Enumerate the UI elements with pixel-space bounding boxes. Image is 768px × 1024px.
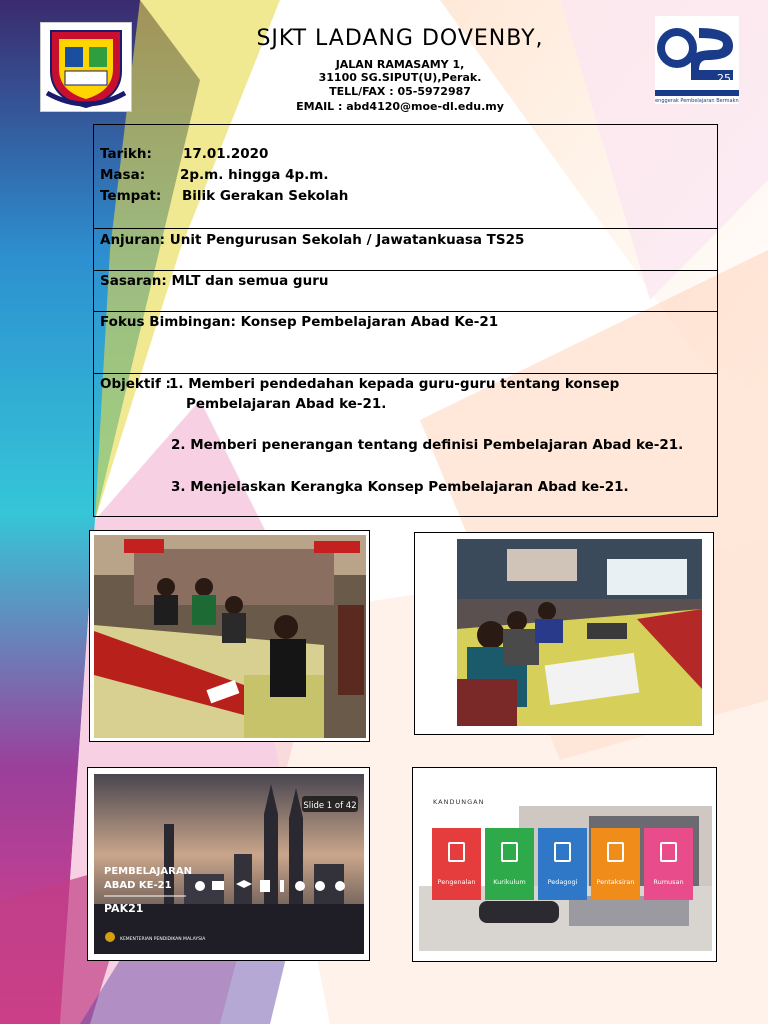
slide-title-line-2: ABAD KE-21	[104, 880, 172, 891]
ts25-caption: Penggerak Pembelajaran Bermakna	[655, 98, 739, 104]
ts25-logo	[655, 16, 739, 104]
content-tile-kurikulum	[485, 828, 534, 900]
tile-label: Rumusan	[653, 878, 684, 886]
tile-label: Pentaksiran	[596, 878, 635, 886]
content-tile-pentaksiran	[591, 828, 640, 900]
content-tile-rumusan	[644, 828, 693, 900]
ts25-number: 25	[717, 72, 731, 85]
meeting-photo-1	[89, 530, 370, 742]
meeting-photo-2-image	[457, 539, 702, 726]
time-value: 2p.m. hingga 4p.m.	[180, 167, 329, 183]
objective-2: 2. Memberi penerangan tentang definisi Pembelajaran Abad ke-21.	[171, 437, 684, 453]
slide-thumbnail-pak21	[87, 767, 370, 961]
slide-subtitle: PAK21	[104, 902, 144, 915]
school-name: SJKT LADANG DOVENBY,	[256, 26, 544, 51]
time-label: Masa:	[100, 167, 146, 183]
date-value: 17.01.2020	[183, 146, 269, 162]
tile-icon	[660, 842, 677, 862]
focus-text: Fokus Bimbingan: Konsep Pembelajaran Abad Ke-21	[100, 314, 499, 330]
school-crest-logo	[40, 22, 132, 112]
row-schedule	[94, 125, 717, 229]
tile-label: Kurikulum	[493, 878, 526, 886]
tile-icon	[501, 842, 518, 862]
meeting-photo-2	[414, 532, 714, 735]
email-address: EMAIL : abd4120@moe-dl.edu.my	[296, 100, 504, 113]
row-organizer	[94, 229, 717, 271]
target-text: Sasaran: MLT dan semua guru	[100, 273, 329, 289]
phone-fax: TELL/FAX : 05-5972987	[329, 85, 471, 98]
objective-1-line-2: Pembelajaran Abad ke-21.	[186, 396, 387, 412]
content-tile-pedagogi	[538, 828, 587, 900]
slide-title-line-1: PEMBELAJARAN	[104, 866, 192, 877]
organizer-text: Anjuran: Unit Pengurusan Sekolah / Jawatankuasa TS25	[100, 232, 525, 248]
row-objectives	[94, 374, 717, 518]
row-focus	[94, 312, 717, 374]
tile-label: Pedagogi	[547, 878, 578, 886]
objective-1-line-1: 1. Memberi pendedahan kepada guru-guru tentang konsep	[169, 376, 620, 392]
slide-ministry: KEMENTERIAN PENDIDIKAN MALAYSIA	[120, 937, 206, 942]
slide-pak21-image	[94, 774, 364, 954]
tile-icon	[554, 842, 571, 862]
content-tile-pengenalan	[432, 828, 481, 900]
place-value: Bilik Gerakan Sekolah	[182, 188, 349, 204]
date-label: Tarikh:	[100, 146, 152, 162]
objective-label: Objektif :	[100, 376, 171, 392]
address-line-2: 31100 SG.SIPUT(U),Perak.	[318, 71, 482, 84]
tile-label: Pengenalan	[437, 878, 476, 886]
slide-thumbnail-kandungan	[412, 767, 717, 962]
row-target	[94, 271, 717, 312]
event-info-table	[93, 124, 718, 517]
tile-icon	[607, 842, 624, 862]
kandungan-heading: KANDUNGAN	[433, 798, 485, 806]
meeting-photo-1-image	[94, 535, 366, 738]
address-line-1: JALAN RAMASAMY 1,	[335, 58, 465, 71]
objective-3: 3. Menjelaskan Kerangka Konsep Pembelajaran Abad ke-21.	[171, 479, 629, 495]
slide-counter: Slide 1 of 42	[303, 801, 357, 811]
tile-icon	[448, 842, 465, 862]
place-label: Tempat:	[100, 188, 162, 204]
